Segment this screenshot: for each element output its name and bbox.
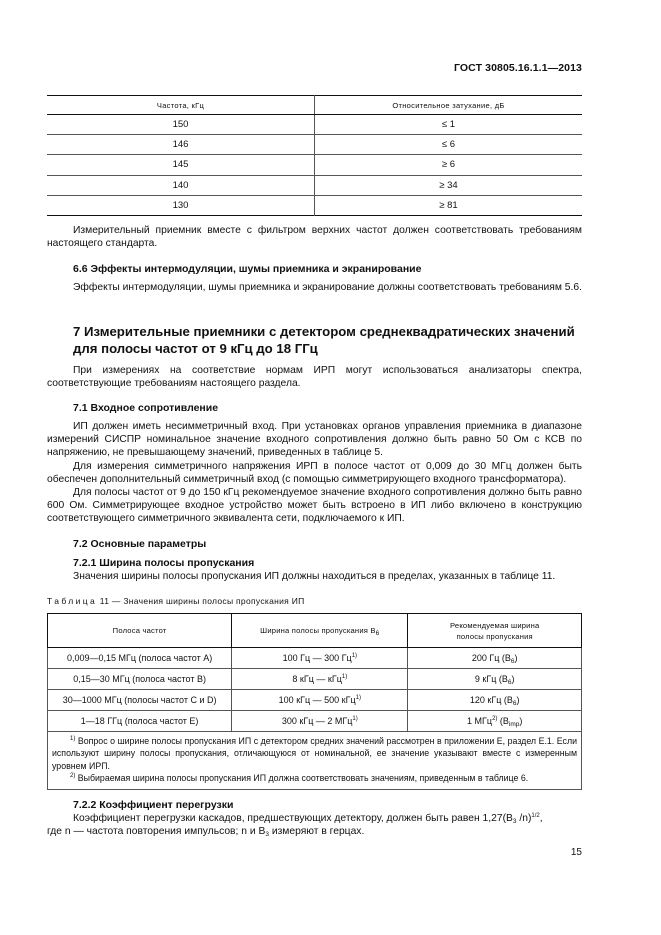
table-11-caption	[47, 596, 582, 606]
band-cell: 0,15—30 МГц (полоса частот В)	[48, 669, 232, 690]
recommended-cell	[408, 690, 582, 711]
footnote-ref: 1)	[341, 674, 348, 680]
table-cell: ≥ 34	[315, 175, 583, 195]
paren: )	[511, 674, 515, 684]
recommended-value: 120 кГц (B	[469, 695, 513, 705]
footnote-ref: 2)	[492, 716, 498, 722]
table-row	[47, 175, 582, 195]
filter-paragraph: Измерительный приемник вместе с фильтром верхних частот должен соответствовать требованиям настоящего стандарта.	[47, 225, 582, 250]
overload-text: Коэффициент перегрузки каскадов, предшествующих детектору, должен быть равен 1,27(B	[73, 813, 513, 824]
header-bandwidth-sub: 6	[375, 630, 380, 637]
recommended-value: 9 кГц (B	[474, 674, 508, 684]
table-row	[47, 155, 582, 175]
section-7-2-2-title: 7.2.2 Коэффициент перегрузки	[73, 799, 234, 811]
attenuation-table-block	[47, 95, 582, 216]
column-header-recommended	[408, 614, 582, 648]
section-7-title-line2: для полосы частот от 9 кГц до 18 ГГц	[73, 341, 318, 356]
band-cell: 1—18 ГГц (полоса частот Е)	[48, 711, 232, 732]
table-cell: 145	[47, 155, 315, 175]
section-7-title-line1: 7 Измерительные приемники с детектором среднеквадратических значений	[73, 324, 575, 339]
subscript: 6	[510, 658, 515, 665]
section-7-2-1-title: 7.2.1 Ширина полосы пропускания	[73, 557, 255, 569]
column-header-band: Полоса частот	[48, 614, 232, 648]
recommended-cell	[408, 711, 582, 732]
section-7-1-paragraph-2: Для измерения симметричного напряжения ИРП в полосе частот от 0,009 до 30 МГц должен быть обеспечен дополнительный симметричный вход (с помощью симметрирующего входного трансформатора).	[47, 460, 582, 485]
band-cell: 0,009—0,15 МГц (полоса частот А)	[48, 648, 232, 669]
table-header-row	[47, 96, 582, 115]
column-header-bandwidth	[232, 614, 408, 648]
table-row	[48, 711, 582, 732]
table-cell: ≥ 6	[315, 155, 583, 175]
table-row	[48, 648, 582, 669]
paren: )	[519, 716, 523, 726]
footnote-mark: 1)	[70, 736, 76, 742]
page-number: 15	[570, 847, 582, 858]
bandwidth-value: 8 кГц — кГц	[292, 674, 342, 684]
section-7-2-1-text: Значения ширины полосы пропускания ИП должны находиться в пределах, указанных в таблице 11.	[73, 571, 556, 582]
footnote-ref: 1)	[352, 716, 358, 722]
subscript: imp	[508, 721, 520, 728]
header-bandwidth-text: Ширина полосы пропускания B	[260, 626, 376, 635]
recommended-value: 1 МГц	[467, 716, 493, 726]
section-6-6-text: Эффекты интермодуляции, шумы приемника и экранирование должны соответствовать требованиям 5.6.	[73, 282, 582, 293]
subscript: 3	[265, 831, 269, 839]
caption-text: 11 — Значения ширины полосы пропускания ИП	[97, 596, 305, 606]
table-row	[47, 135, 582, 155]
section-7-1-paragraph-3: Для полосы частот от 9 до 150 кГц рекомендуемое значение входного сопротивления должно быть равно 600 Ом. Симметрирующее входное устройство может быть встроено в ИП либо включено в конструкцию соответствующего симметричного эквивалента сети, подключаемого к ИП.	[47, 487, 582, 525]
section-7-2-title: 7.2 Основные параметры	[73, 538, 207, 550]
recommended-value: 200 Гц (B	[471, 653, 511, 663]
table-row	[47, 115, 582, 135]
paren: )	[516, 695, 520, 705]
overload-mid: /n)	[516, 813, 532, 824]
footnote-2-text: Выбираемая ширина полосы пропускания ИП должна соответствовать значениям, приведенным в таблице 6.	[75, 773, 529, 784]
column-header-attenuation: Относительное затухание, дБ	[315, 96, 583, 115]
section-7-1-paragraph-1: ИП должен иметь несимметричный вход. При установках органов управления приемника в диапазоне измерений СИСПР номинальное значение входного сопротивления должно быть равно 50 Ом с КСВ по напряжению, не превышающему значений, приведенных в таблице 5.	[47, 421, 582, 459]
attenuation-table	[47, 95, 582, 216]
table-cell: 130	[47, 195, 315, 215]
header-rec-line1: Рекомендуемая ширина	[449, 620, 540, 630]
table-row	[48, 690, 582, 711]
footnote-mark: 2)	[70, 773, 76, 780]
column-header-frequency: Частота, кГц	[47, 96, 315, 115]
superscript: 1/2	[531, 813, 540, 819]
bandwidth-table	[47, 613, 582, 790]
bandwidth-value: 100 кГц — 500 кГц	[278, 695, 356, 705]
table-cell: ≤ 6	[315, 135, 583, 155]
recommended-cell	[408, 648, 582, 669]
bandwidth-value: 300 кГц — 2 МГц	[281, 716, 353, 726]
table-row	[47, 195, 582, 215]
footnote-1	[52, 735, 577, 772]
bandwidth-cell	[232, 711, 408, 732]
section-7-1-title: 7.1 Входное сопротивление	[73, 402, 219, 414]
recommended-suffix: (B	[497, 716, 509, 726]
section-7-2-2-line1	[47, 812, 582, 825]
subscript: 6	[512, 700, 517, 707]
footnote-2	[52, 772, 577, 784]
bandwidth-table-block	[47, 613, 582, 790]
paren: )	[514, 653, 518, 663]
header-rec-line2: полосы пропускания	[456, 631, 533, 641]
table-cell: 146	[47, 135, 315, 155]
bandwidth-cell	[232, 669, 408, 690]
table-row	[48, 669, 582, 690]
table-header-row	[48, 614, 582, 648]
table-footnotes	[48, 732, 582, 790]
bandwidth-value: 100 Гц — 300 Гц	[282, 653, 352, 663]
section-7-text: При измерениях на соответствие нормам ИРП могут использоваться анализаторы спектра, соответствующие требованиям настоящего раздела.	[47, 365, 582, 390]
table-cell: 150	[47, 115, 315, 135]
bandwidth-cell	[232, 648, 408, 669]
definition-text: где n — частота повторения импульсов; n и B	[47, 826, 266, 838]
caption-word: Таблица	[47, 596, 98, 606]
footnote-ref: 1)	[351, 653, 358, 659]
bandwidth-cell	[232, 690, 408, 711]
document-header: ГОСТ 30805.16.1.1—2013	[454, 62, 582, 74]
comma: ,	[539, 813, 543, 824]
footnote-1-text: Вопрос о ширине полосы пропускания ИП с детектором средних значений рассмотрен в приложении Е, раздел Е.1. Если используют ширину полосы пропускания, отличающуюся от номинальной, ее значение указывают вместе с измеренным уровнем ИРП.	[52, 736, 577, 771]
band-cell: 30—1000 МГц (полосы частот С и D)	[48, 690, 232, 711]
subscript: 6	[507, 679, 512, 686]
footnotes-row	[48, 732, 582, 790]
footnote-ref: 1)	[355, 695, 361, 701]
section-7-2-2-line2	[47, 825, 582, 838]
subscript: 3	[512, 818, 517, 825]
table-cell: ≥ 81	[439, 199, 458, 211]
table-cell: ≤ 1	[315, 115, 583, 135]
section-6-6-title: 6.6 Эффекты интермодуляции, шумы приемника и экранирование	[73, 263, 422, 275]
recommended-cell	[408, 669, 582, 690]
definition-end: измеряют в герцах.	[268, 826, 365, 838]
table-cell: 140	[47, 175, 315, 195]
